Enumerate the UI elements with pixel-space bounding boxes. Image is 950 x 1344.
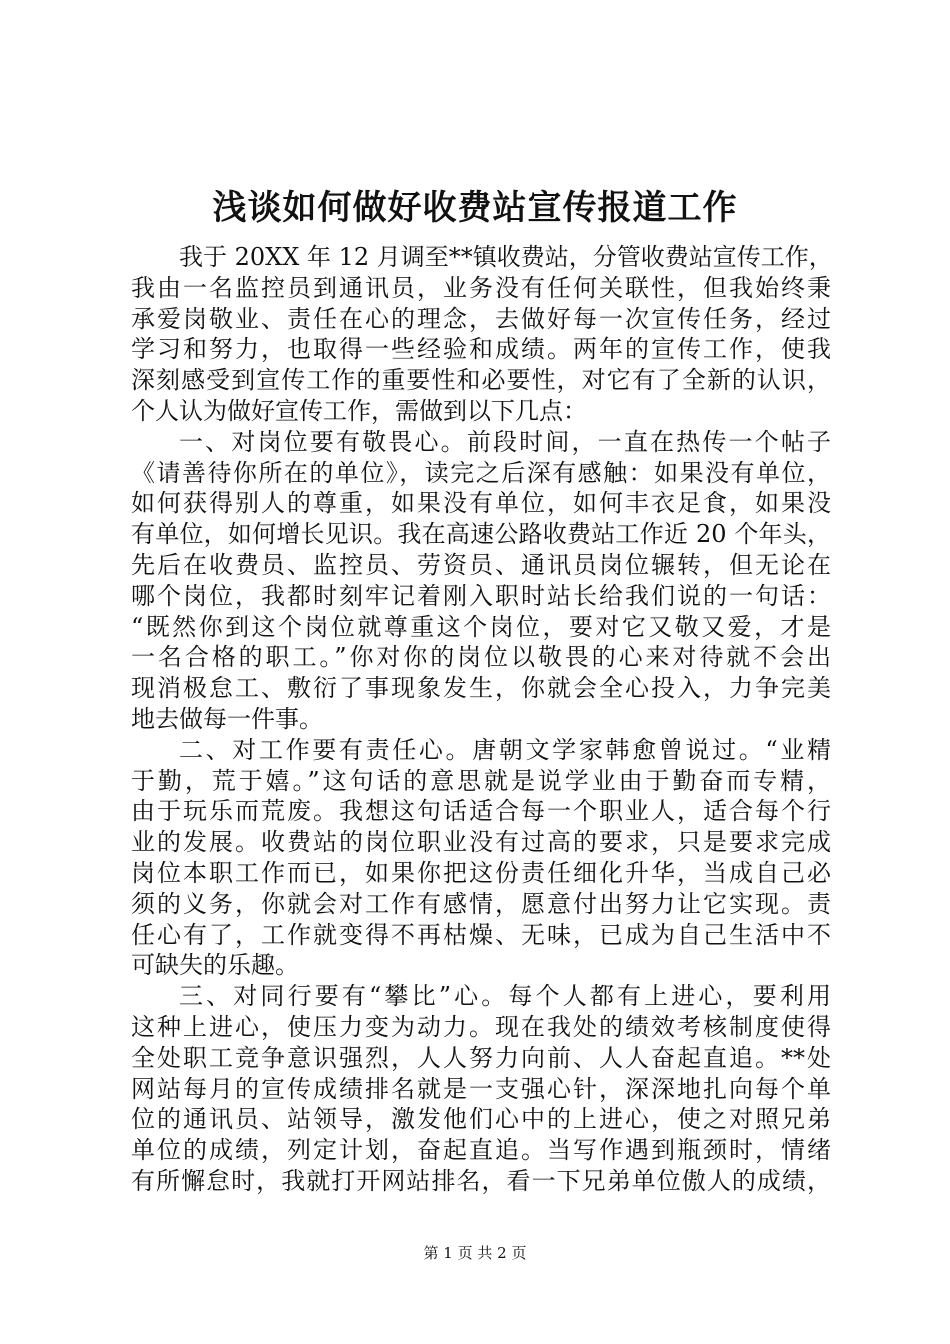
body-line: 如何获得别人的尊重，如果没有单位，如何丰衣足食，如果没 — [131, 489, 831, 518]
page-footer: 第 1 页 共 2 页 — [423, 1244, 527, 1262]
body-line: 有单位，如何增长见识。我在高速公路收费站工作近 20 个年头， — [131, 520, 831, 549]
body-line: “既然你到这个岗位就尊重这个岗位，要对它又敬又爱，才是 — [131, 612, 831, 641]
body-line: 二、对工作要有责任心。唐朝文学家韩愈曾说过。“业精 — [179, 735, 831, 764]
body-line: 先后在收费员、监控员、劳资员、通讯员岗位辗转，但无论在 — [131, 550, 831, 579]
body-line: 于勤，荒于嬉。”这句话的意思就是说学业由于勤奋而专精， — [131, 766, 831, 795]
body-line: 全处职工竞争意识强烈，人人努力向前、人人奋起直追。**处 — [131, 1043, 831, 1072]
body-line: 可缺失的乐趣。 — [131, 951, 299, 980]
body-line: 一名合格的职工。”你对你的岗位以敬畏的心来对待就不会出 — [131, 643, 831, 672]
document-body — [131, 242, 831, 1197]
body-line: 有所懈怠时，我就打开网站排名，看一下兄弟单位傲人的成绩， — [131, 1166, 831, 1195]
body-line: 三、对同行要有“攀比”心。每个人都有上进心，要利用 — [179, 982, 831, 1011]
body-line: 这种上进心，使压力变为动力。现在我处的绩效考核制度使得 — [131, 1012, 831, 1041]
body-line: 单位的成绩，列定计划，奋起直追。当写作遇到瓶颈时，情绪 — [131, 1136, 831, 1165]
body-line: 须的义务，你就会对工作有感情，愿意付出努力让它实现。责 — [131, 889, 831, 918]
body-line: 位的通讯员、站领导，激发他们心中的上进心，使之对照兄弟 — [131, 1105, 831, 1134]
body-line: 网站每月的宣传成绩排名就是一支强心针，深深地扎向每个单 — [131, 1074, 831, 1103]
body-line: 一、对岗位要有敬畏心。前段时间，一直在热传一个帖子 — [179, 427, 831, 456]
body-line: 承爱岗敬业、责任在心的理念，去做好每一次宣传任务，经过 — [131, 304, 831, 333]
body-line: 我由一名监控员到通讯员，业务没有任何关联性，但我始终秉 — [131, 273, 831, 302]
body-line: 由于玩乐而荒废。我想这句话适合每一个职业人，适合每个行 — [131, 797, 831, 826]
body-line: 哪个岗位，我都时刻牢记着刚入职时站长给我们说的一句话： — [131, 581, 831, 610]
body-line: 现消极怠工、敷衍了事现象发生，你就会全心投入，力争完美 — [131, 674, 831, 703]
body-line: 任心有了，工作就变得不再枯燥、无味，已成为自己生活中不 — [131, 920, 831, 949]
body-line: 个人认为做好宣传工作，需做到以下几点： — [131, 396, 587, 425]
body-line: 地去做每一件事。 — [131, 704, 323, 733]
document-title: 浅谈如何做好收费站宣传报道工作 — [212, 188, 738, 228]
body-line: 学习和努力，也取得一些经验和成绩。两年的宣传工作，使我 — [131, 335, 831, 364]
body-line: 岗位本职工作而已，如果你把这份责任细化升华，当成自己必 — [131, 858, 831, 887]
body-line: 《请善待你所在的单位》，读完之后深有感触：如果没有单位， — [131, 458, 831, 487]
body-line: 业的发展。收费站的岗位职业没有过高的要求，只是要求完成 — [131, 828, 831, 857]
body-line: 我于 20XX 年 12 月调至**镇收费站，分管收费站宣传工作， — [179, 243, 833, 271]
body-line: 深刻感受到宣传工作的重要性和必要性，对它有了全新的认识， — [131, 366, 831, 395]
